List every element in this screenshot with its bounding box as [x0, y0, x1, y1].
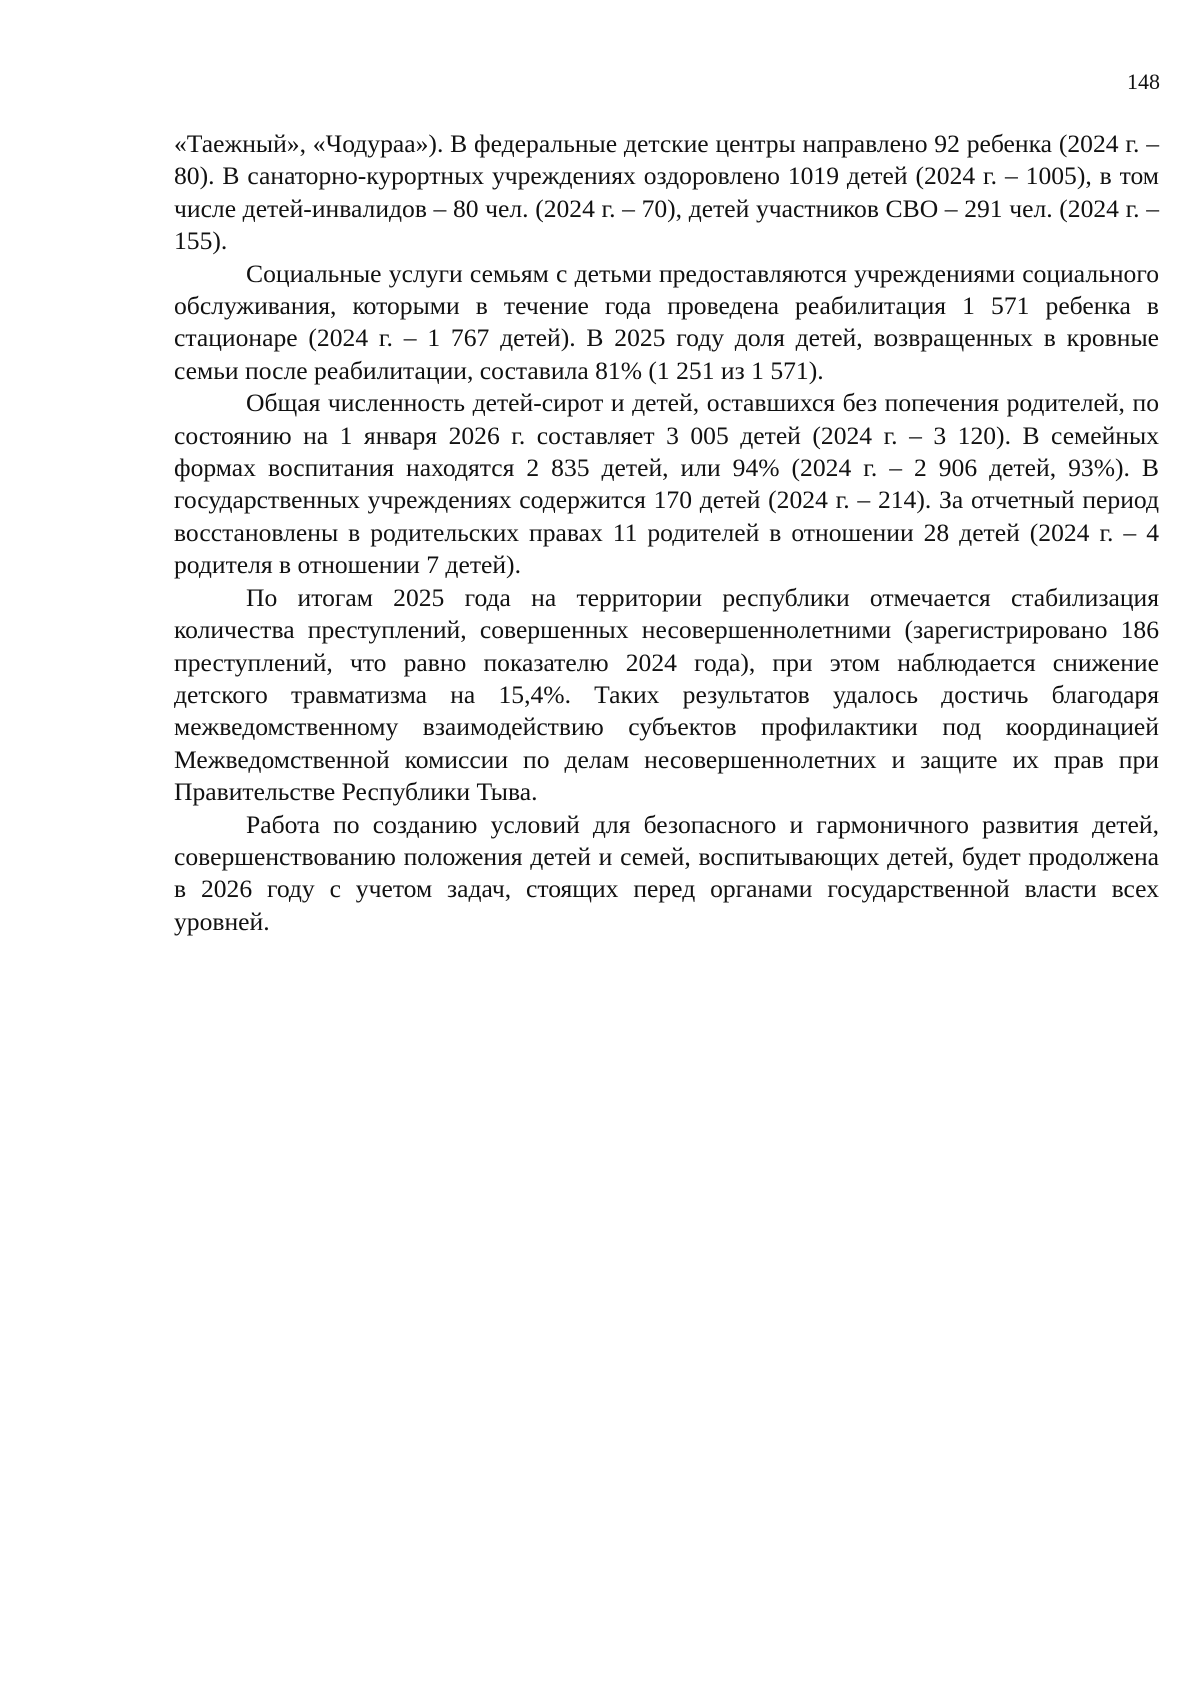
paragraph-children-recreation-continued: «Таежный», «Чодураа»). В федеральные детские центры направлено 92 ребенка (2024 г. – 80). В санаторно-курортных учреждениях оздоровлено 1019 детей (2024 г. – 1005), в том числе детей-инвалидов – 80 чел. (2024 г. – 70), детей участников СВО – 291 чел. (2024 г. – 155).	[174, 129, 1159, 256]
paragraph-social-services: Социальные услуги семьям с детьми предоставляются учреждениями социального обслуживания, которыми в течение года проведена реабилитация 1 571 ребенка в стационаре (2024 г. – 1 767 детей). В 2025 году доля детей, возвращенных в кровные семьи после реабилитации, составила 81% (1 251 из 1 571).	[174, 258, 1159, 385]
paragraph-juvenile-crime: По итогам 2025 года на территории республики отмечается стабилизация количества преступлений, совершенных несовершеннолетними (зарегистрировано 186 преступлений, что равно показателю 2024 года), при этом наблюдается снижение детского травматизма на 15,4%. Таких результатов удалось достичь благодаря межведомственному взаимодействию субъектов профилактики под координацией Межведомственной комиссии по делам несовершеннолетних и защите их прав при Правительстве Республики Тыва.	[174, 582, 1159, 807]
page-number: 148	[1127, 69, 1160, 94]
paragraph-orphans: Общая численность детей-сирот и детей, оставшихся без попечения родителей, по состоянию на 1 января 2026 г. составляет 3 005 детей (2024 г. – 3 120). В семейных формах воспитания находятся 2 835 детей, или 94% (2024 г. – 2 906 детей, 93%). В государственных учреждениях содержится 170 детей (2024 г. – 214). За отчетный период восстановлены в родительских правах 11 родителей в отношении 28 детей (2024 г. – 4 родителя в отношении 7 детей).	[174, 388, 1159, 580]
text-body	[174, 128, 1159, 938]
paragraph-conclusion: Работа по созданию условий для безопасного и гармоничного развития детей, совершенствованию положения детей и семей, воспитывающих детей, будет продолжена в 2026 году с учетом задач, стоящих перед органами государственной власти всех уровней.	[174, 809, 1159, 936]
